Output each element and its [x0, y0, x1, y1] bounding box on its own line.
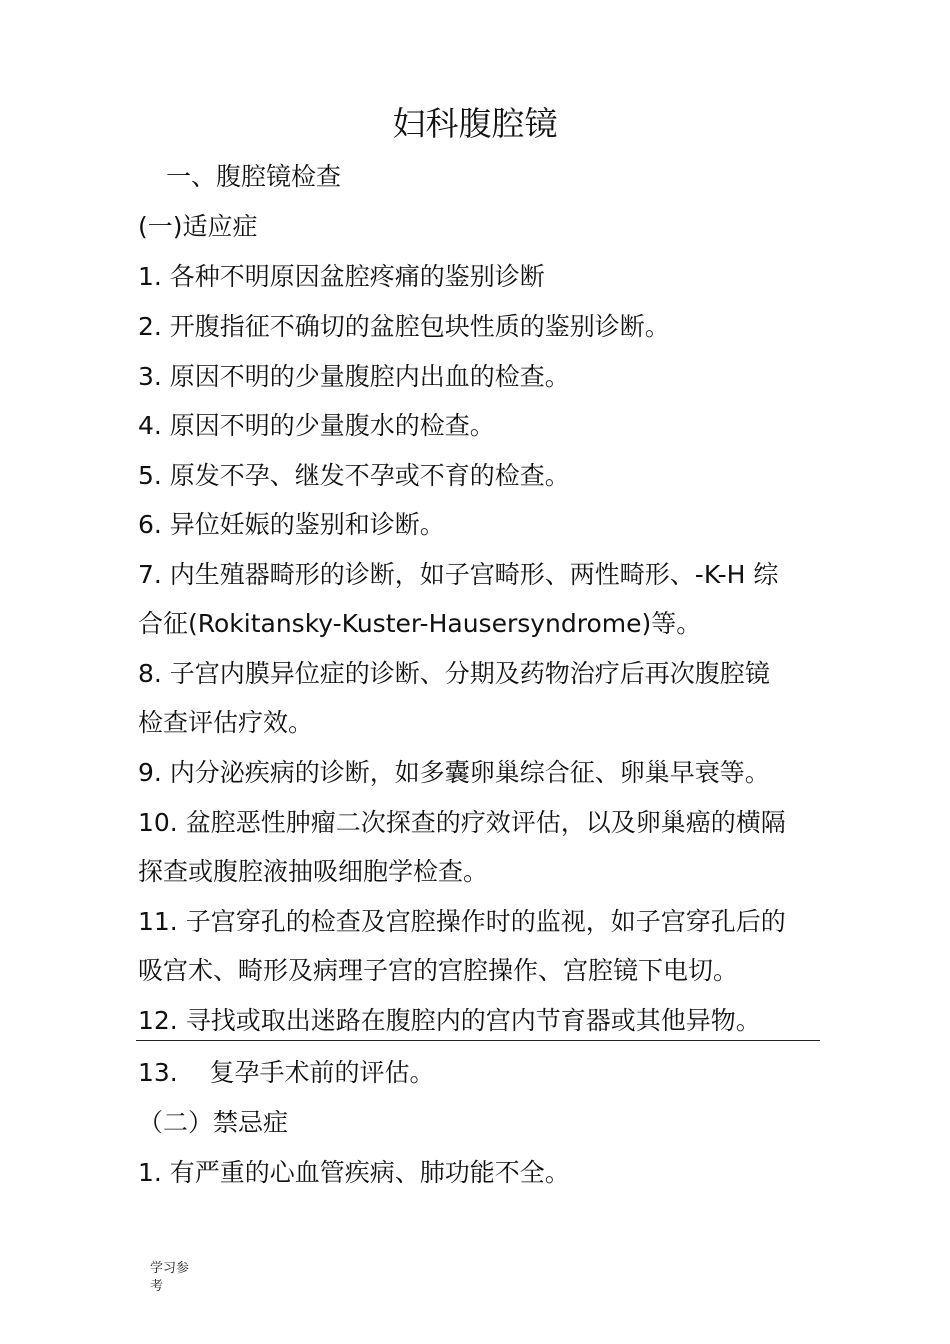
subsection-heading: （二）禁忌症 [138, 1108, 289, 1137]
list-item: 10. 盆腔恶性肿瘤二次探查的疗效评估，以及卵巢癌的横隔 [138, 808, 786, 837]
list-item-continuation: 吸宫术、畸形及病理子宫的宫腔操作、宫腔镜下电切。 [138, 956, 739, 985]
list-item: 4. 原因不明的少量腹水的检查。 [138, 411, 495, 440]
footer-text: 考 [150, 1279, 164, 1294]
list-item: 2. 开腹指征不确切的盆腔包块性质的鉴别诊断。 [138, 312, 670, 341]
horizontal-rule [136, 1040, 820, 1041]
list-item: 9. 内分泌疾病的诊断，如多囊卵巢综合征、卵巢早衰等。 [138, 758, 770, 787]
list-item-continuation: 探查或腹腔液抽吸细胞学检查。 [138, 857, 489, 886]
list-item: 12. 寻找或取出迷路在腹腔内的宫内节育器或其他异物。 [138, 1006, 761, 1035]
list-item: 8. 子宫内膜异位症的诊断、分期及药物治疗后再次腹腔镜 [138, 659, 770, 688]
list-item: 3. 原因不明的少量腹腔内出血的检查。 [138, 362, 570, 391]
list-item: 6. 异位妊娠的鉴别和诊断。 [138, 510, 445, 539]
list-item-continuation: 合征(Rokitansky-Kuster-Hausersyndrome)等。 [138, 609, 702, 638]
section-heading: 一、腹腔镜检查 [166, 162, 342, 191]
list-item: 5. 原发不孕、继发不孕或不育的检查。 [138, 461, 570, 490]
footer-text: 学习参 [150, 1261, 190, 1276]
page-footer [150, 1260, 210, 1296]
list-item: 7. 内生殖器畸形的诊断，如子宫畸形、两性畸形、-K-H 综 [138, 560, 779, 589]
list-item: 11. 子宫穿孔的检查及宫腔操作时的监视，如子宫穿孔后的 [138, 907, 786, 936]
list-item: 1. 各种不明原因盆腔疼痛的鉴别诊断 [138, 262, 545, 291]
list-item: 13. 复孕手术前的评估。 [138, 1058, 435, 1087]
list-item: 1. 有严重的心血管疾病、肺功能不全。 [138, 1158, 570, 1187]
list-item-continuation: 检查评估疗效。 [138, 708, 314, 737]
document-title: 妇科腹腔镜 [392, 104, 558, 143]
subsection-heading: (一)适应症 [138, 212, 258, 241]
